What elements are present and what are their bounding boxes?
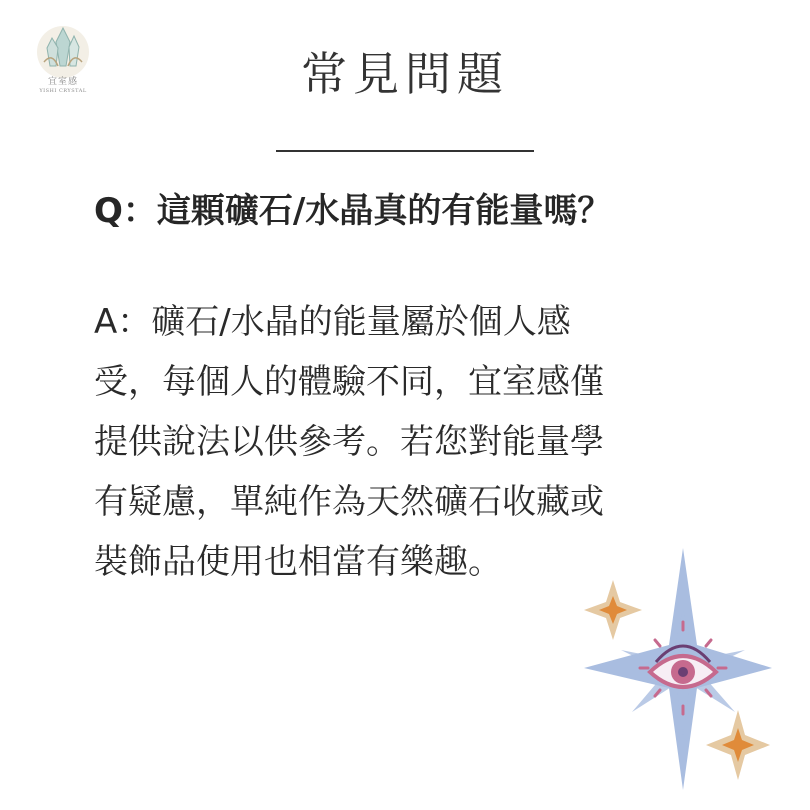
small-sparkle-icon xyxy=(584,580,642,640)
answer-line: 有疑慮，單純作為天然礦石收藏或 xyxy=(94,482,604,522)
brand-subtext: YISHI CRYSTAL xyxy=(39,88,87,94)
answer-line: 受，每個人的體驗不同，宜室感僅 xyxy=(94,362,604,402)
brand-name: 宜室感 xyxy=(47,77,78,87)
faq-question: Q：這顆礦石/水晶真的有能量嗎？ xyxy=(94,191,612,231)
page-title: 常見問題 xyxy=(301,47,509,101)
answer-line: A：礦石/水晶的能量屬於個人感 xyxy=(94,302,571,342)
small-sparkle-icon xyxy=(706,710,770,780)
answer-line: 裝飾品使用也相當有樂趣。 xyxy=(94,542,502,582)
answer-line: 提供說法以供參考。若您對能量學 xyxy=(94,422,604,462)
